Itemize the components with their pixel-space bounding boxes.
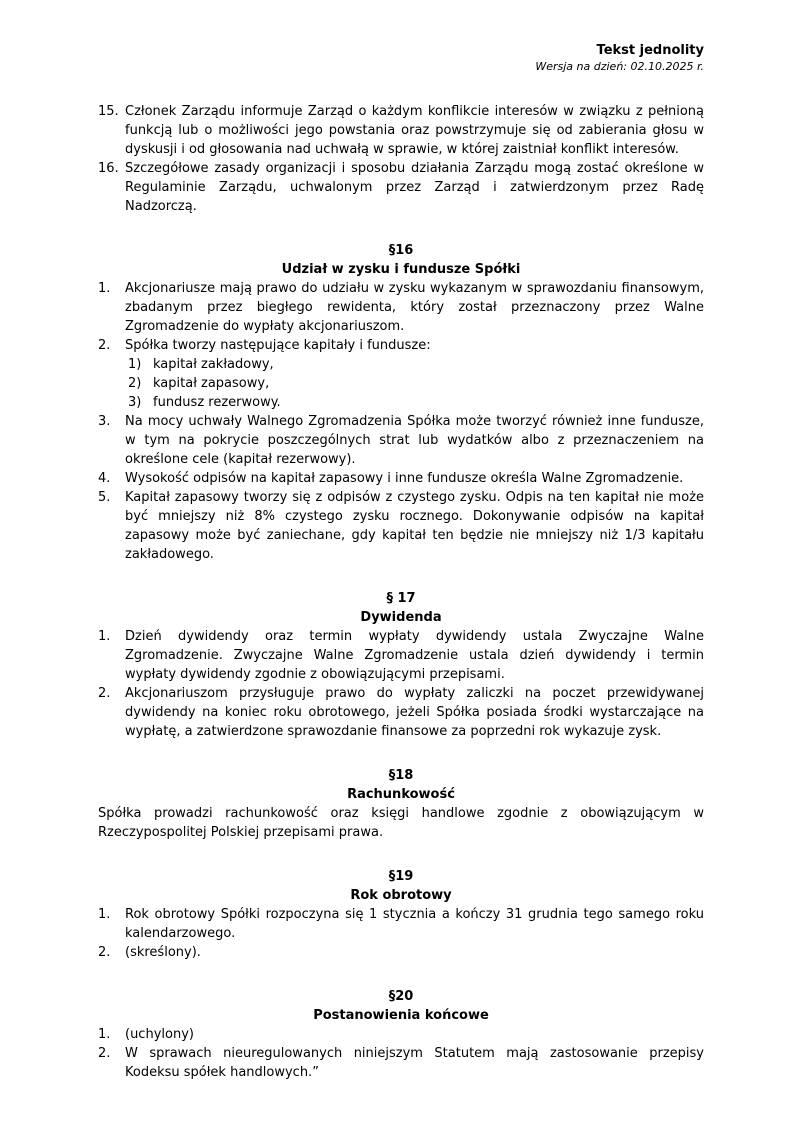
list-item-text: Członek Zarządu informuje Zarząd o każdym konflikcie interesów w związku z pełnioną funkcją lub o możliwości jego powstania oraz powstrzymuje się od zabierania głosu w dyskusji i od głosowania nad uchwałą w sprawie, w której zaistniał konflikt interesów. — [125, 104, 704, 157]
section-number: §16 — [388, 243, 414, 258]
list-item-text: W sprawach nieuregulowanych niniejszym Statutem mają zastosowanie przepisy Kodeksu spółek handlowych.” — [125, 1046, 704, 1080]
document-title: Tekst jednolity — [596, 43, 704, 58]
section-heading — [98, 589, 704, 627]
list-item-text: kapitał zakładowy, — [153, 357, 274, 372]
section-title: Dywidenda — [360, 610, 442, 625]
list-item-number: 5. — [98, 490, 111, 505]
list-item — [98, 279, 704, 336]
list-item-number: 2) — [128, 376, 142, 391]
sub-list-item — [98, 393, 704, 412]
list-item-text: kapitał zapasowy, — [153, 376, 270, 391]
list-item-number: 3. — [98, 414, 111, 429]
list-item-text: (skreślony). — [125, 945, 201, 960]
list-item — [98, 1044, 704, 1082]
document-version-date: Wersja na dzień: 02.10.2025 r. — [535, 60, 704, 73]
section-number: § 17 — [386, 591, 416, 606]
section-heading — [98, 766, 704, 804]
document-body — [98, 102, 704, 1082]
list-item-number: 4. — [98, 471, 111, 486]
list-item — [98, 1025, 704, 1044]
list-item — [98, 412, 704, 469]
list-item-text: Rok obrotowy Spółki rozpoczyna się 1 stycznia a kończy 31 grudnia tego samego roku kalendarzowego. — [125, 907, 704, 941]
list-item — [98, 469, 704, 488]
sub-list-item — [98, 355, 704, 374]
list-item — [98, 102, 704, 159]
list-item-number: 1. — [98, 1027, 111, 1042]
list-item-number: 1. — [98, 281, 111, 296]
list-item-text: Kapitał zapasowy tworzy się z odpisów z czystego zysku. Odpis na ten kapitał nie może być mniejszy niż 8% czystego zysku rocznego. Dokonywanie odpisów na kapitał zapasowy może być zaniechane, gdy kapitał ten będzie nie mniejszy niż 1/3 kapitału zakładowego. — [125, 490, 704, 562]
list-item-number: 1. — [98, 629, 111, 644]
section-title: Udział w zysku i fundusze Spółki — [281, 262, 521, 277]
document-header — [98, 42, 704, 74]
list-item-number: 16. — [98, 161, 119, 176]
list-item-number: 2. — [98, 1046, 111, 1061]
paragraph: Spółka prowadzi rachunkowość oraz księgi handlowe zgodnie z obowiązującym w Rzeczypospolitej Polskiej przepisami prawa. — [98, 806, 704, 840]
section-title: Postanowienia końcowe — [313, 1008, 489, 1023]
list-item-number: 15. — [98, 104, 119, 119]
section-heading — [98, 867, 704, 905]
list-item — [98, 488, 704, 564]
section-heading — [98, 987, 704, 1025]
list-item — [98, 905, 704, 943]
list-item-text: Wysokość odpisów na kapitał zapasowy i inne fundusze określa Walne Zgromadzenie. — [125, 471, 684, 486]
list-item-number: 1) — [128, 357, 142, 372]
list-item-text: Akcjonariusze mają prawo do udziału w zysku wykazanym w sprawozdaniu finansowym, zbadanym przez biegłego rewidenta, który został przeznaczony przez Walne Zgromadzenie do wypłaty akcjonariuszom. — [125, 281, 704, 334]
list-item-number: 2. — [98, 686, 111, 701]
list-item — [98, 627, 704, 684]
list-item-text: Spółka tworzy następujące kapitały i fundusze: — [125, 338, 431, 353]
section-title: Rachunkowość — [347, 787, 455, 802]
list-item-number: 2. — [98, 338, 111, 353]
list-item — [98, 159, 704, 216]
list-item-text: Szczegółowe zasady organizacji i sposobu działania Zarządu mogą zostać określone w Regulaminie Zarządu, uchwalonym przez Zarząd i zatwierdzonym przez Radę Nadzorczą. — [125, 161, 704, 214]
section-heading — [98, 241, 704, 279]
list-item-number: 1. — [98, 907, 111, 922]
list-item-text: Dzień dywidendy oraz termin wypłaty dywidendy ustala Zwyczajne Walne Zgromadzenie. Zwyczajne Walne Zgromadzenie ustala dzień dywidendy i termin wypłaty dywidendy zgodnie z obowiązującymi przepisami. — [125, 629, 704, 682]
list-item-number: 3) — [128, 395, 142, 410]
list-item-text: Na mocy uchwały Walnego Zgromadzenia Spółka może tworzyć również inne fundusze, w tym na pokrycie poszczególnych strat lub wydatków albo z przeznaczeniem na określone cele (kapitał rezerwowy). — [125, 414, 704, 467]
list-item — [98, 336, 704, 355]
section-title: Rok obrotowy — [350, 888, 452, 903]
list-item-text: (uchylony) — [125, 1027, 194, 1042]
section-number: §18 — [388, 768, 414, 783]
list-item-text: Akcjonariuszom przysługuje prawo do wypłaty zaliczki na poczet przewidywanej dywidendy na koniec roku obrotowego, jeżeli Spółka posiada środki wystarczające na wypłatę, a zatwierdzone sprawozdanie finansowe za poprzedni rok wykazuje zysk. — [125, 686, 704, 739]
list-item-number: 2. — [98, 945, 111, 960]
list-item-text: fundusz rezerwowy. — [153, 395, 281, 410]
section-number: §19 — [388, 869, 414, 884]
section-number: §20 — [388, 989, 414, 1004]
list-item — [98, 684, 704, 741]
list-item — [98, 943, 704, 962]
sub-list-item — [98, 374, 704, 393]
